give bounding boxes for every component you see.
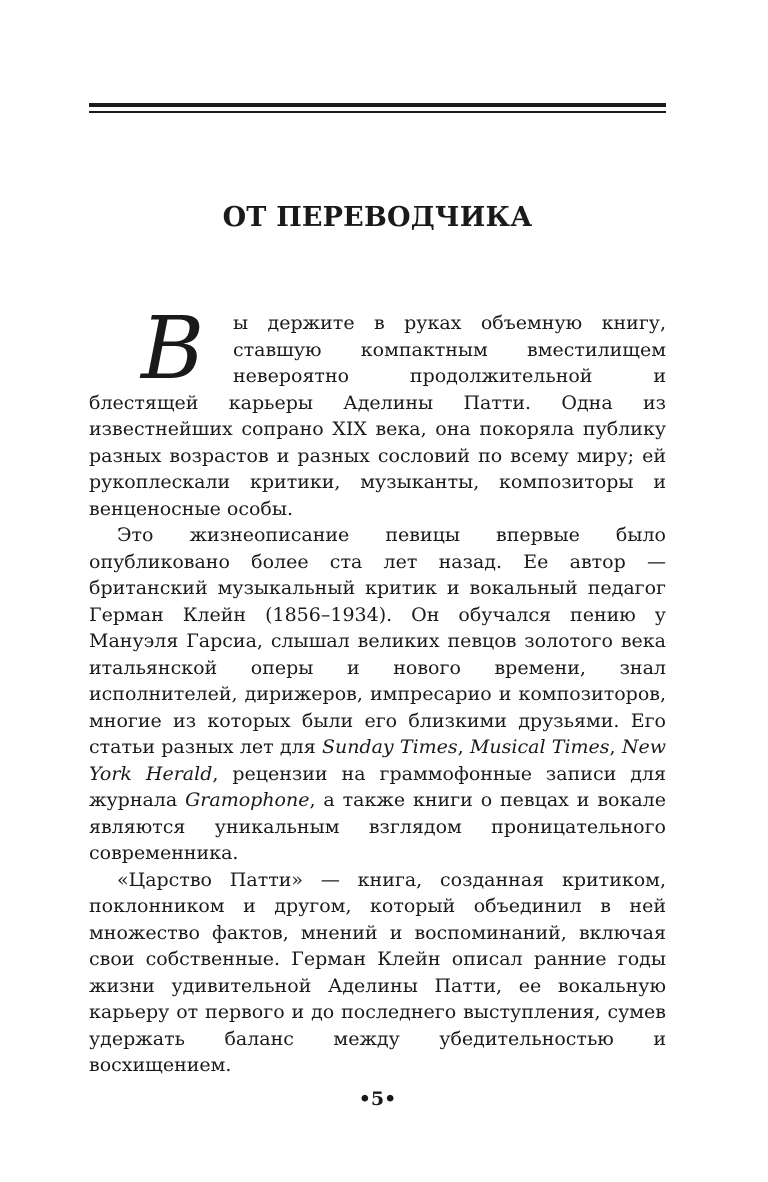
paragraph-2 bbox=[89, 522, 666, 867]
separator: , bbox=[609, 736, 622, 758]
paragraph-2-text-c: , а также книги о певцах и вокале являются уникальным взглядом проницательного современника. bbox=[89, 789, 666, 864]
paragraph-3: «Царство Патти» — книга, созданная критиком, поклонником и другом, который объединил в ней множество фактов, мнений и воспоминаний, включая свои собственные. Герман Клейн описал ранние годы жизни удивительной Аделины Патти, ее вокальную карьеру от первого и до последнего выступления, сумев удержать баланс между убедительностью и восхищением. bbox=[89, 868, 666, 1076]
paragraph-1-text: ы держите в руках объемную книгу, ставшую компактным вместилищем невероятно продолжительной и блестящей карьеры Аделины Патти. Одна из известнейших сопрано XIX века, она покоряла публику разных возрастов и разных сословий по всему миру; ей рукоплескали критики, музыканты, композиторы и венценосные особы. bbox=[89, 312, 666, 520]
publication-title: Sunday Times bbox=[321, 736, 458, 758]
top-rule-thin bbox=[89, 111, 666, 113]
publication-title: Musical Times bbox=[469, 736, 610, 758]
paragraph-2-text-a: Это жизнеописание певицы впервые было опубликовано более ста лет назад. Ее автор — британский музыкальный критик и вокальный педагог Герман Клейн (1856–1934). Он обучался пению у Мануэля Гарсиа, слышал великих певцов золотого века итальянской оперы и нового времени, знал исполнителей, дирижеров, импресарио и композиторов, многие из которых были его близкими друзьями. Его статьи разных лет для bbox=[89, 524, 666, 758]
paragraph-2-text-b: , рецензии на граммофонные записи для журнала bbox=[89, 762, 666, 811]
drop-cap: В bbox=[141, 299, 205, 399]
paragraph-1 bbox=[89, 299, 666, 522]
page-number: •5• bbox=[358, 1088, 397, 1110]
top-rule-thick bbox=[89, 103, 666, 107]
body-text bbox=[89, 299, 666, 1079]
separator: , bbox=[457, 736, 470, 758]
publication-title: New York Herald bbox=[89, 736, 666, 785]
publication-title: Gramophone bbox=[185, 789, 310, 811]
chapter-title: ОТ ПЕРЕВОДЧИКА bbox=[222, 202, 533, 233]
